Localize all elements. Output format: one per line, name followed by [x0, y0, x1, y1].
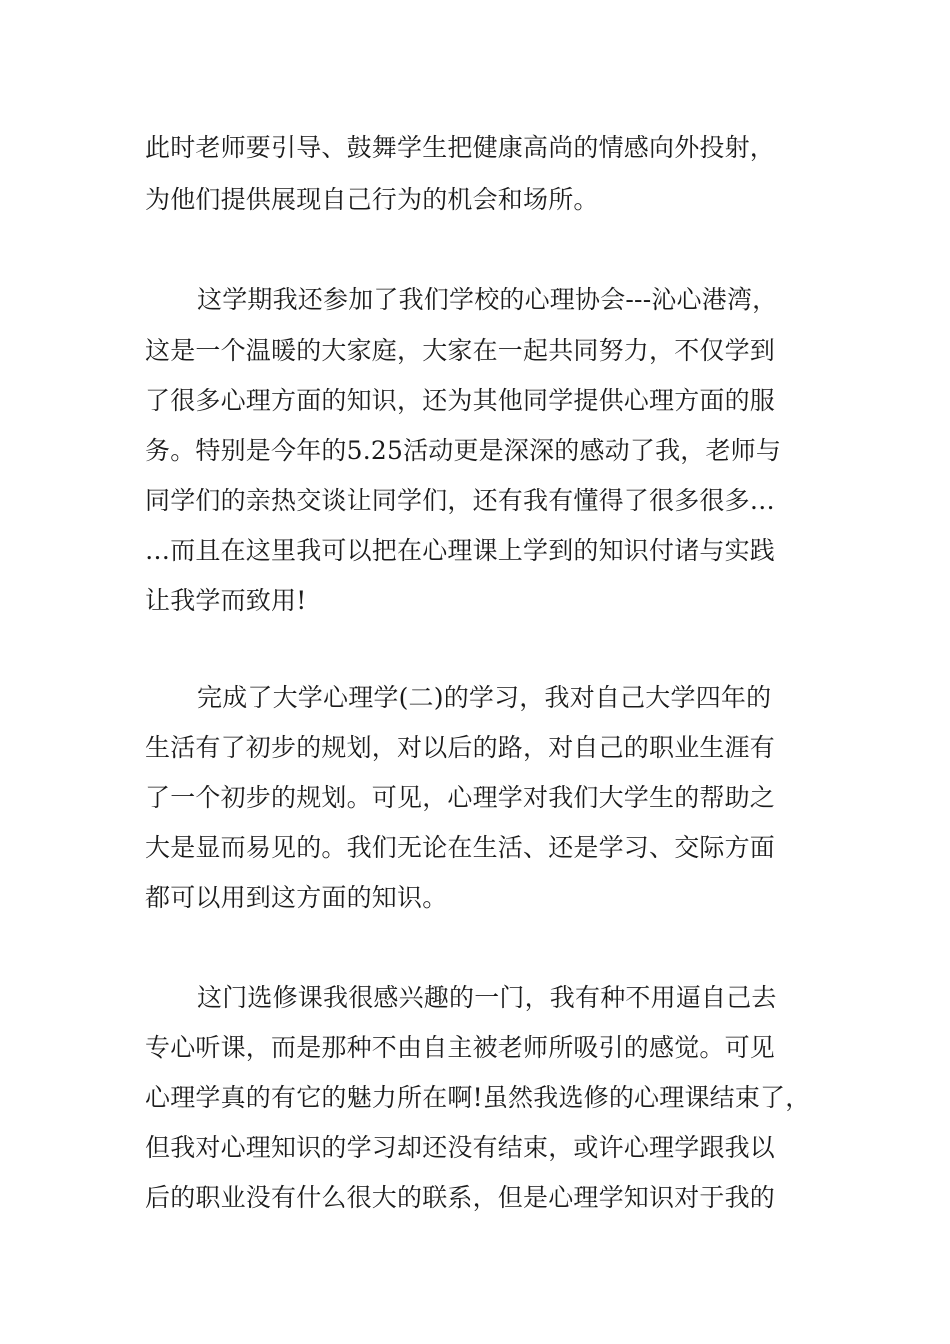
text-line: 大是显而易见的。我们无论在生活、还是学习、交际方面	[145, 833, 776, 862]
text-line: 了很多心理方面的知识，还为其他同学提供心理方面的服	[145, 386, 776, 415]
text-line: 专心听课，而是那种不由自主被老师所吸引的感觉。可见	[145, 1033, 776, 1062]
text-line: 这学期我还参加了我们学校的心理协会---沁心港湾，	[197, 285, 778, 314]
text-line: 但我对心理知识的学习却还没有结束，或许心理学跟我以	[145, 1133, 776, 1162]
text-line: 这是一个温暖的大家庭，大家在一起共同努力，不仅学到	[145, 336, 776, 365]
text-line: 生活有了初步的规划，对以后的路，对自己的职业生涯有	[145, 733, 776, 762]
text-line: 务。特别是今年的5.25活动更是深深的感动了我，老师与	[145, 436, 782, 465]
text-line: 完成了大学心理学(二)的学习，我对自己大学四年的	[197, 683, 772, 712]
text-line: …而且在这里我可以把在心理课上学到的知识付诸与实践	[145, 536, 776, 565]
text-line: 此时老师要引导、鼓舞学生把健康高尚的情感向外投射，	[145, 133, 776, 162]
text-line: 了一个初步的规划。可见，心理学对我们大学生的帮助之	[145, 783, 776, 812]
text-line: 都可以用到这方面的知识。	[145, 883, 448, 912]
text-line: 这门选修课我很感兴趣的一门，我有种不用逼自己去	[197, 983, 777, 1012]
text-line: 心理学真的有它的魅力所在啊!虽然我选修的心理课结束了，	[145, 1083, 811, 1112]
text-line: 后的职业没有什么很大的联系，但是心理学知识对于我的	[145, 1183, 776, 1212]
text-line: 同学们的亲热交谈让同学们，还有我有懂得了很多很多…	[145, 486, 776, 515]
text-line: 为他们提供展现自己行为的机会和场所。	[145, 185, 599, 214]
text-line: 让我学而致用!	[145, 586, 307, 615]
